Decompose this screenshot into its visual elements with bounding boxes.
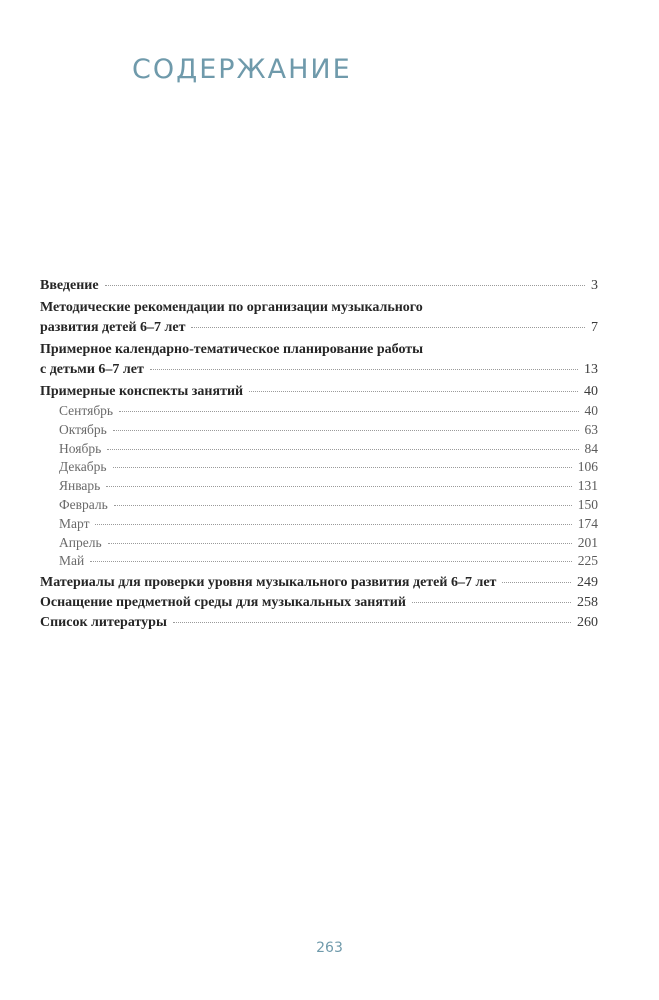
dot-leader (95, 524, 571, 525)
toc-page-number: 7 (591, 320, 598, 335)
toc-page-number: 131 (577, 478, 598, 494)
dot-leader (173, 622, 571, 623)
toc-entry-label-cont: развития детей 6–7 лет (40, 320, 186, 335)
toc-subentry-october[interactable] (40, 421, 598, 440)
toc-subentry-label: Ноябрь (59, 440, 102, 456)
dot-leader (114, 505, 572, 506)
toc-subentry-label: Май (59, 553, 85, 569)
toc-subentry-march[interactable] (40, 515, 598, 534)
toc-page-number: 40 (584, 384, 598, 399)
toc-entry-label: Список литературы (40, 615, 167, 631)
dot-leader (412, 602, 571, 603)
toc-subentry-label: Апрель (59, 534, 102, 550)
dot-leader (191, 327, 585, 328)
dot-leader (90, 561, 572, 562)
toc-entry-label: Оснащение предметной среды для музыкальных занятий (40, 595, 406, 611)
dot-leader (108, 543, 572, 544)
toc-subentry-november[interactable] (40, 440, 598, 459)
dot-leader (107, 449, 578, 450)
toc-subentry-label: Октябрь (59, 421, 107, 437)
toc-entry-lesson-notes[interactable] (40, 382, 598, 402)
toc-page-number: 225 (577, 553, 598, 569)
page-number: 263 (316, 940, 343, 956)
toc-page-number: 106 (577, 459, 598, 475)
toc-subentry-label: Март (59, 515, 90, 531)
table-of-contents (40, 276, 598, 633)
toc-entry-label: Примерные конспекты занятий (40, 384, 244, 399)
dot-leader (150, 369, 578, 370)
toc-entry-label-cont: с детьми 6–7 лет (40, 362, 144, 377)
toc-entry-equipment[interactable] (40, 593, 598, 613)
toc-subentry-label: Сентябрь (59, 403, 114, 418)
toc-page-number: 63 (584, 421, 598, 437)
toc-page-number: 84 (584, 440, 598, 456)
toc-subentry-may[interactable] (40, 552, 598, 571)
toc-subentry-september[interactable] (40, 402, 598, 421)
toc-subentry-label: Февраль (59, 496, 108, 512)
toc-entry-label: Материалы для проверки уровня музыкального развития детей 6–7 лет (40, 575, 497, 591)
dot-leader (105, 285, 585, 286)
toc-page-number: 201 (577, 534, 598, 550)
toc-page-number: 249 (577, 575, 598, 591)
dot-leader (502, 582, 571, 583)
toc-subentry-february[interactable] (40, 496, 598, 515)
toc-entry-calendar-plan[interactable] (40, 340, 598, 380)
dot-leader (249, 391, 578, 392)
toc-entry-assessment-materials[interactable] (40, 573, 598, 593)
toc-page-number: 174 (577, 515, 598, 531)
toc-page-number: 40 (584, 403, 598, 418)
toc-page-number: 258 (577, 595, 598, 611)
toc-page-number: 150 (577, 496, 598, 512)
toc-page-number: 260 (577, 615, 598, 631)
toc-subentry-label: Январь (59, 478, 101, 494)
dot-leader (119, 411, 578, 412)
toc-subentry-january[interactable] (40, 477, 598, 496)
toc-entry-label: Примерное календарно-тематическое планирование работы (40, 342, 424, 357)
toc-page-number: 3 (591, 278, 598, 293)
toc-entry-methodical-recommendations[interactable] (40, 298, 598, 338)
toc-entry-bibliography[interactable] (40, 613, 598, 633)
toc-page-number: 13 (584, 362, 598, 377)
toc-entry-label: Введение (40, 278, 99, 293)
dot-leader (113, 467, 572, 468)
toc-entry-label: Методические рекомендации по организации музыкального (40, 300, 423, 315)
page-title: СОДЕРЖАНИЕ (132, 54, 352, 85)
toc-subentry-december[interactable] (40, 458, 598, 477)
toc-subentry-label: Декабрь (59, 459, 107, 475)
dot-leader (113, 430, 579, 431)
dot-leader (106, 486, 571, 487)
toc-entry-intro[interactable] (40, 276, 598, 296)
toc-subentry-april[interactable] (40, 534, 598, 553)
